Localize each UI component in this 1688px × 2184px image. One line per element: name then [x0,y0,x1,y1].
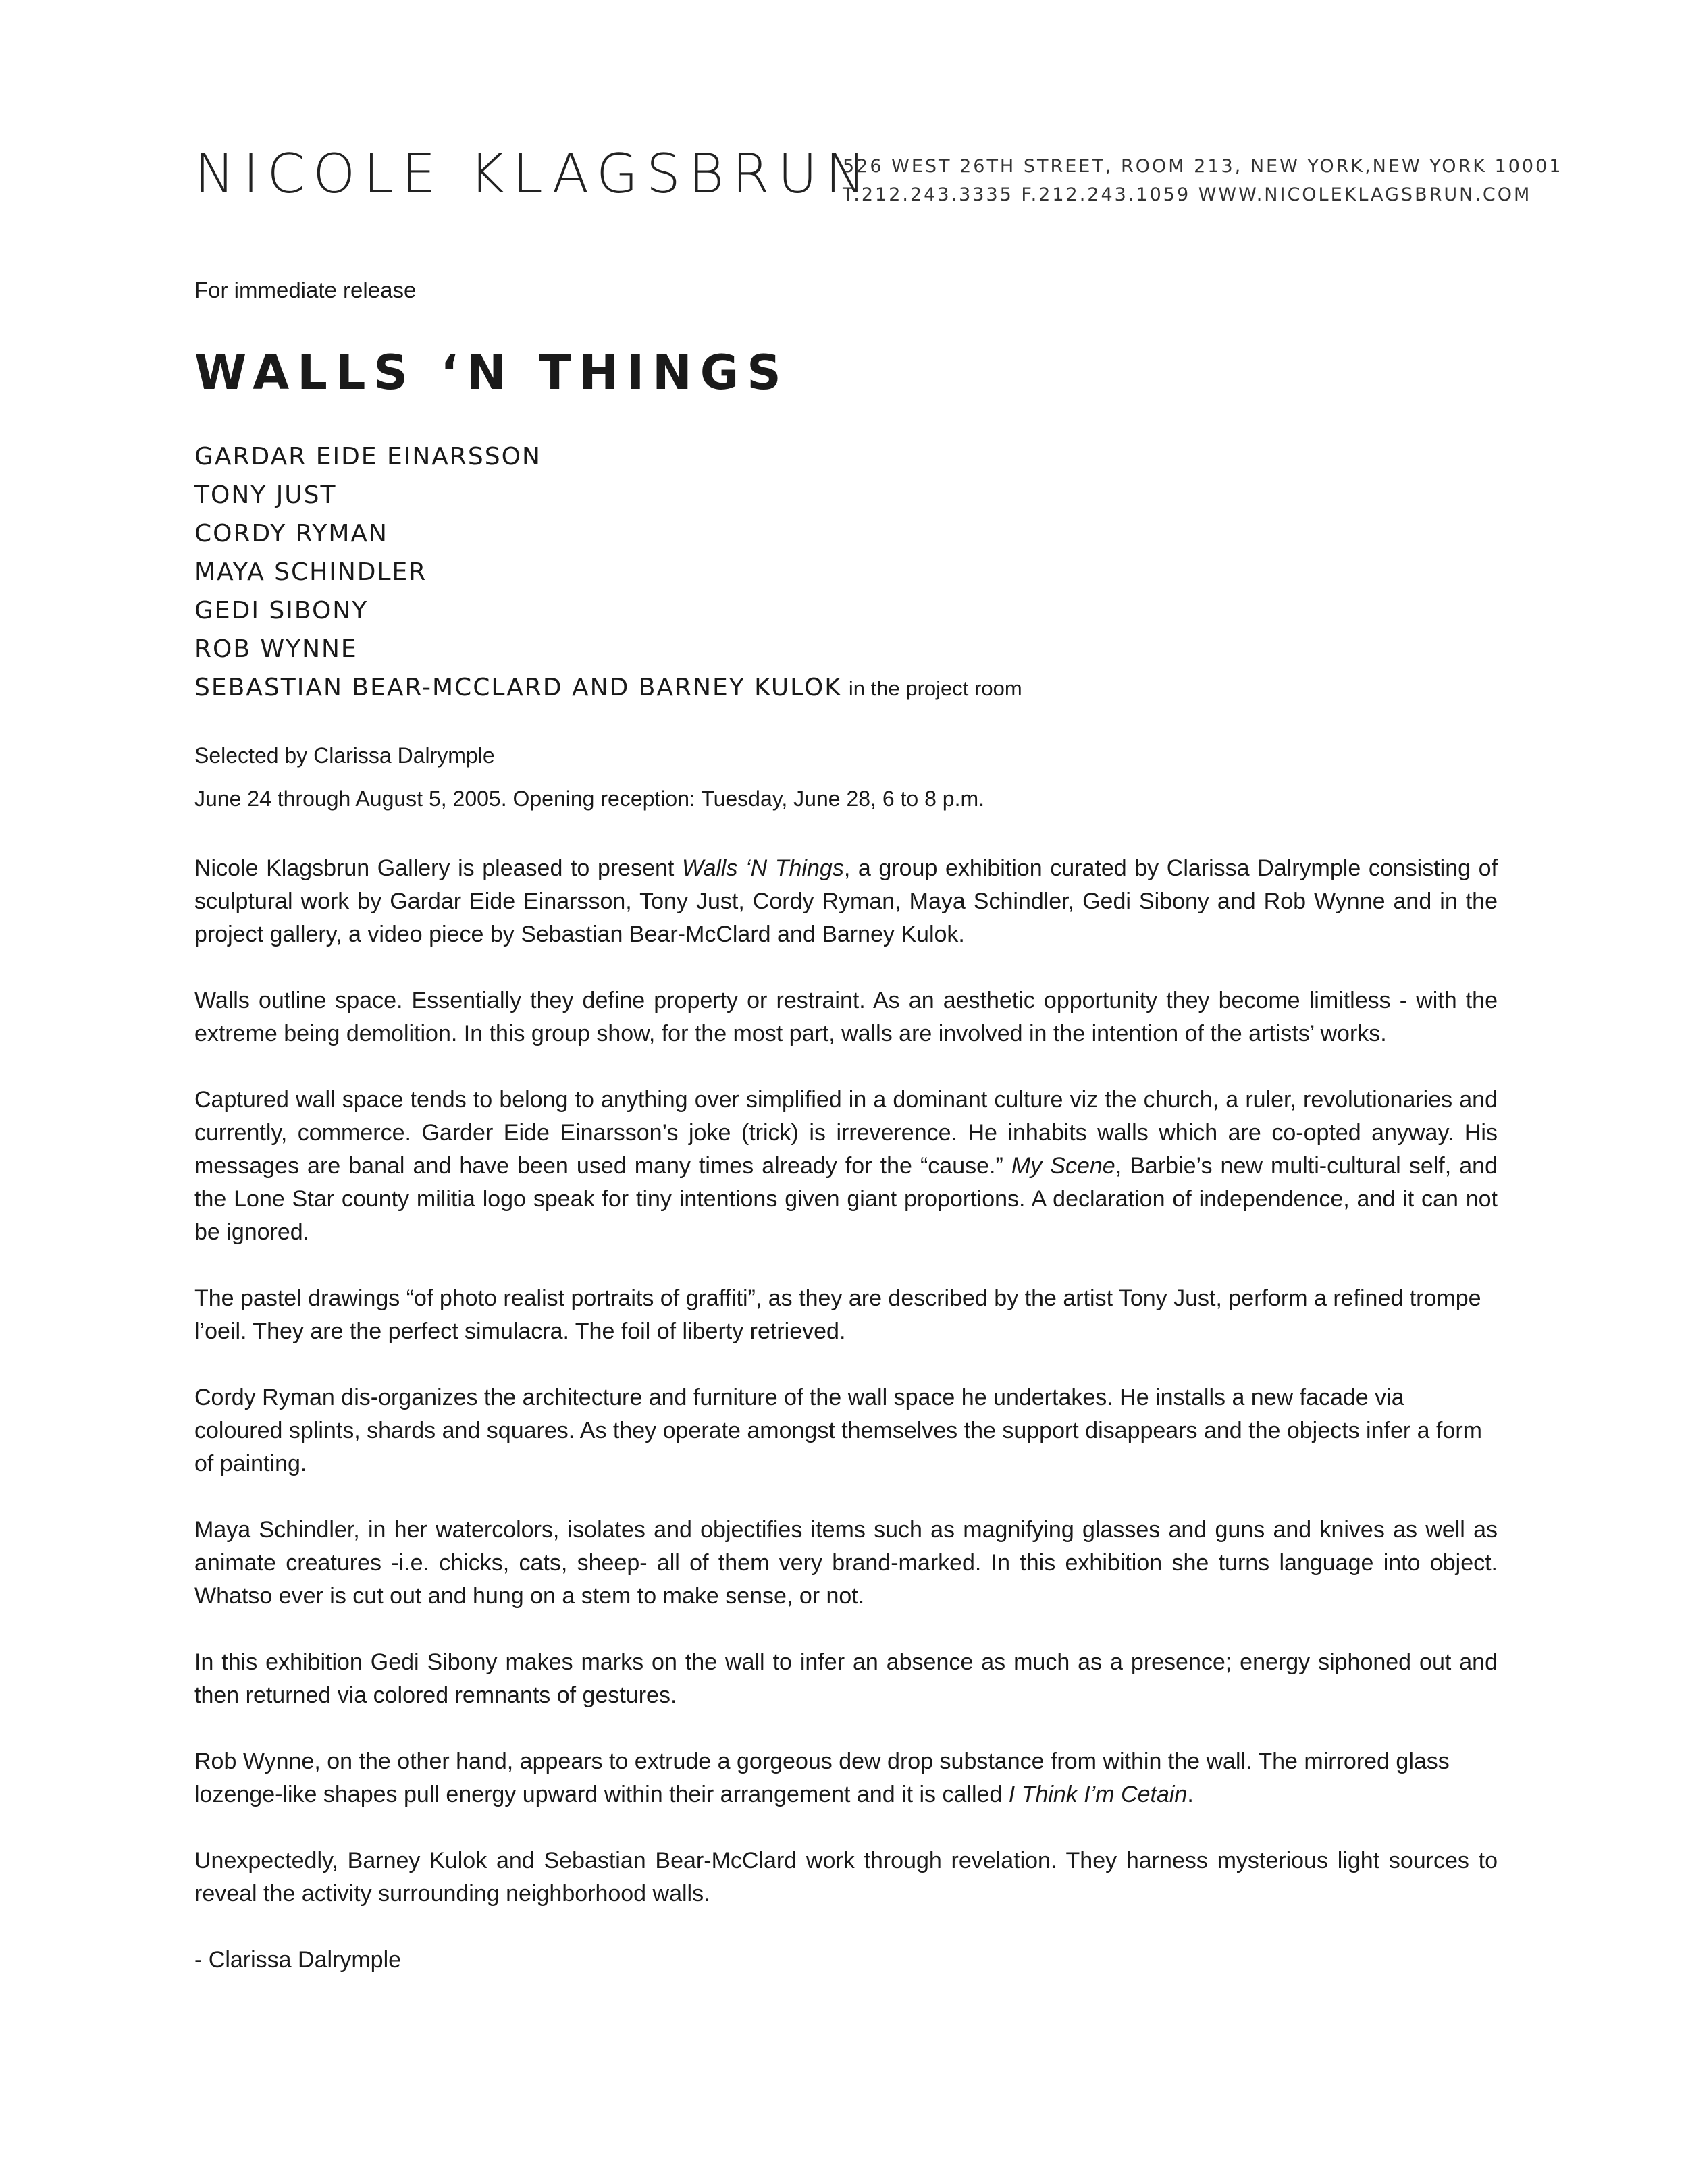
artist-name: GEDI SIBONY [194,597,369,624]
paragraph: In this exhibition Gedi Sibony makes marks on the wall to infer an absence as much as a presence; energy siphoned out and then returned via colored remnants of gestures. [194,1649,1498,1708]
artist-name: SEBASTIAN BEAR-MCCLARD AND BARNEY KULOK [194,674,842,701]
curator-credit: Selected by Clarissa Dalrymple [194,743,495,768]
signature: - Clarissa Dalrymple [194,1947,402,1973]
paragraph: Captured wall space tends to belong to anything over simplified in a dominant culture viz the church, a ruler, revolutionaries and currently, commerce. Garder Eide Einarsson’s joke (trick) is irreverence. He inhabits walls which are co-opted anyway. His messages are banal and have been used many times already for the “cause.” My Scene, Barbie’s new multi-cultural self, and the Lone Star county militia logo speak for tiny intentions given giant proportions. A declaration of independence, and it can not be ignored. [194,1087,1498,1245]
release-label: For immediate release [194,277,417,302]
gallery-phone-web: T.212.243.3335 F.212.243.1059 WWW.NICOLEKLAGSBRUN.COM [843,184,1532,205]
artist-list [194,437,1022,707]
paragraph: The pastel drawings “of photo realist portraits of graffiti”, as they are described by the artist Tony Just, perform a refined trompe l’oeil. They are the perfect simulacra. The foil of liberty retrieved. [194,1285,1481,1344]
paragraph: Cordy Ryman dis-organizes the architecture and furniture of the wall space he undertakes. He installs a new facade via coloured splints, shards and squares. As they operate amongst themselves the support disappears and the objects infer a form of painting. [194,1385,1482,1476]
artist-name: MAYA SCHINDLER [194,558,427,586]
artist-name: CORDY RYMAN [194,520,388,548]
gallery-contact-block [843,153,1562,209]
exhibition-title: WALLS ‘N THINGS [194,345,789,400]
artist-name-project-room [194,668,1022,707]
paragraph: Maya Schindler, in her watercolors, isolates and objectifies items such as magnifying glasses and guns and knives as well as animate creatures -i.e. chicks, cats, sheep- all of them very brand-marked. In this exhibition she turns language into object. Whatso ever is cut out and hung on a stem to make sense, or not. [194,1517,1498,1609]
paragraph: Rob Wynne, on the other hand, appears to extrude a gorgeous dew drop substance from within the wall. The mirrored glass lozenge-like shapes pull energy upward within their arrangement and it is called I Think I’m Cetain. [194,1749,1450,1807]
gallery-address: 526 WEST 26TH STREET, ROOM 213, NEW YORK,NEW YORK 10001 [843,156,1563,177]
gallery-name-logo: NICOLE KLAGSBRUN [194,142,874,205]
artist-name: GARDAR EIDE EINARSSON [194,443,542,471]
artist-name: ROB WYNNE [194,635,358,663]
paragraph: Unexpectedly, Barney Kulok and Sebastian Bear-McClard work through revelation. They harness mysterious light sources to reveal the activity surrounding neighborhood walls. [194,1848,1498,1907]
project-room-note: in the project room [848,676,1022,700]
exhibition-dates: June 24 through August 5, 2005. Opening reception: Tuesday, June 28, 6 to 8 p.m. [194,787,984,811]
paragraph: Walls outline space. Essentially they define property or restraint. As an aesthetic opportunity they become limitless - with the extreme being demolition. In this group show, for the most part, walls are involved in the intention of the artists’ works. [194,988,1498,1046]
artist-name: TONY JUST [194,481,337,509]
paragraph: Nicole Klagsbrun Gallery is pleased to present Walls ‘N Things, a group exhibition curated by Clarissa Dalrymple consisting of sculptural work by Gardar Eide Einarsson, Tony Just, Cordy Ryman, Maya Schindler, Gedi Sibony and Rob Wynne and in the project gallery, a video piece by Sebastian Bear-McClard and Barney Kulok. [194,855,1498,947]
press-release-body [194,852,1498,1977]
